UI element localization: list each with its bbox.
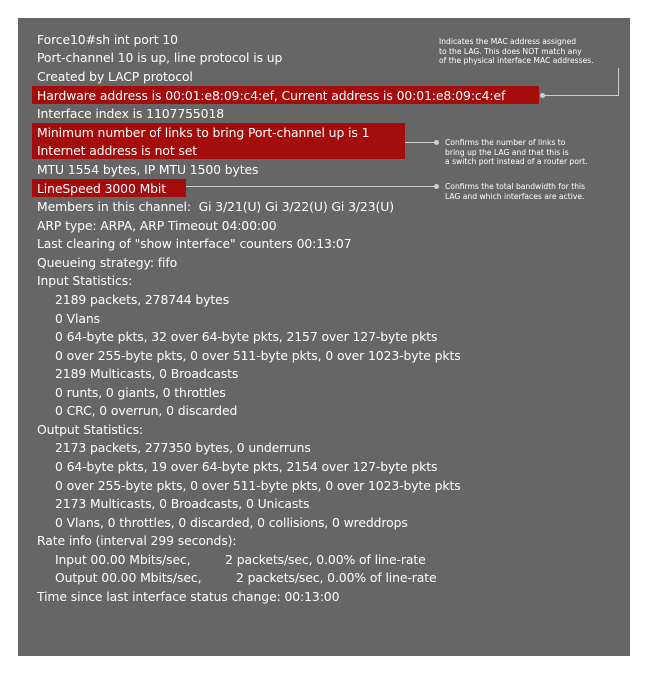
console-line: Internet address is not set xyxy=(37,143,198,158)
connector-links-line xyxy=(405,142,435,143)
console-line: Minimum number of links to bring Port-channel up is 1 xyxy=(37,125,370,140)
connector-mac-dot xyxy=(540,93,545,98)
console-line: Output 00.00 Mbits/sec, 2 packets/sec, 0.00% of line-rate xyxy=(55,570,437,585)
console-line: Time since last interface status change: 00:13:00 xyxy=(37,589,340,604)
console-line: 0 Vlans xyxy=(55,311,100,326)
annotation-links-line: a switch port instead of a router port. xyxy=(445,157,588,166)
connector-mac-horizontal xyxy=(543,95,619,96)
annotation-links-line: Confirms the number of links to xyxy=(445,138,566,147)
console-line: 2173 packets, 277350 bytes, 0 underruns xyxy=(55,440,311,455)
annotation-mac-line: of the physical interface MAC addresses. xyxy=(439,56,594,65)
console-line: 0 64-byte pkts, 32 over 64-byte pkts, 2157 over 127-byte pkts xyxy=(55,329,438,344)
console-line: 0 CRC, 0 overrun, 0 discarded xyxy=(55,403,238,418)
console-line: 0 over 255-byte pkts, 0 over 511-byte pkts, 0 over 1023-byte pkts xyxy=(55,478,461,493)
console-line: Created by LACP protocol xyxy=(37,69,193,84)
connector-speed-line xyxy=(186,186,435,187)
annotation-links xyxy=(445,138,588,167)
console-line: MTU 1554 bytes, IP MTU 1500 bytes xyxy=(37,162,259,177)
console-line: 0 over 255-byte pkts, 0 over 511-byte pkts, 0 over 1023-byte pkts xyxy=(55,348,461,363)
annotation-mac-line: Indicates the MAC address assigned xyxy=(439,37,577,46)
console-line: 2173 Multicasts, 0 Broadcasts, 0 Unicasts xyxy=(55,496,310,511)
console-line: LineSpeed 3000 Mbit xyxy=(37,181,167,196)
console-line: Input 00.00 Mbits/sec, 2 packets/sec, 0.00% of line-rate xyxy=(55,552,426,567)
annotation-mac xyxy=(439,37,594,66)
console-line: Output Statistics: xyxy=(37,422,143,437)
annotation-speed xyxy=(445,182,585,201)
console-line: Rate info (interval 299 seconds): xyxy=(37,533,237,548)
console-line: ARP type: ARPA, ARP Timeout 04:00:00 xyxy=(37,218,277,233)
console-line: Members in this channel: Gi 3/21(U) Gi 3/22(U) Gi 3/23(U) xyxy=(37,199,394,214)
console-line: 0 64-byte pkts, 19 over 64-byte pkts, 2154 over 127-byte pkts xyxy=(55,459,438,474)
annotation-speed-line: Confirms the total bandwidth for this xyxy=(445,182,586,191)
console-line: Last clearing of "show interface" counters 00:13:07 xyxy=(37,236,352,251)
console-line: Force10#sh int port 10 xyxy=(37,32,178,47)
annotation-speed-line: LAG and which interfaces are active. xyxy=(445,191,585,201)
console-line: Port-channel 10 is up, line protocol is up xyxy=(37,50,283,65)
console-line: 2189 Multicasts, 0 Broadcasts xyxy=(55,366,239,381)
annotation-links-line: bring up the LAG and that this is xyxy=(445,147,569,157)
console-line: 0 runts, 0 giants, 0 throttles xyxy=(55,385,226,400)
console-line: Hardware address is 00:01:e8:09:c4:ef, Current address is 00:01:e8:09:c4:ef xyxy=(37,88,506,103)
annotation-mac-line: to the LAG. This does NOT match any xyxy=(439,46,582,56)
console-line: 0 Vlans, 0 throttles, 0 discarded, 0 collisions, 0 wreddrops xyxy=(55,515,408,530)
console-line: Queueing strategy: fifo xyxy=(37,255,178,270)
connector-mac-vertical xyxy=(618,68,619,95)
console-line: 2189 packets, 278744 bytes xyxy=(55,292,230,307)
console-line: Interface index is 1107755018 xyxy=(37,106,225,121)
console-line: Input Statistics: xyxy=(37,273,133,288)
